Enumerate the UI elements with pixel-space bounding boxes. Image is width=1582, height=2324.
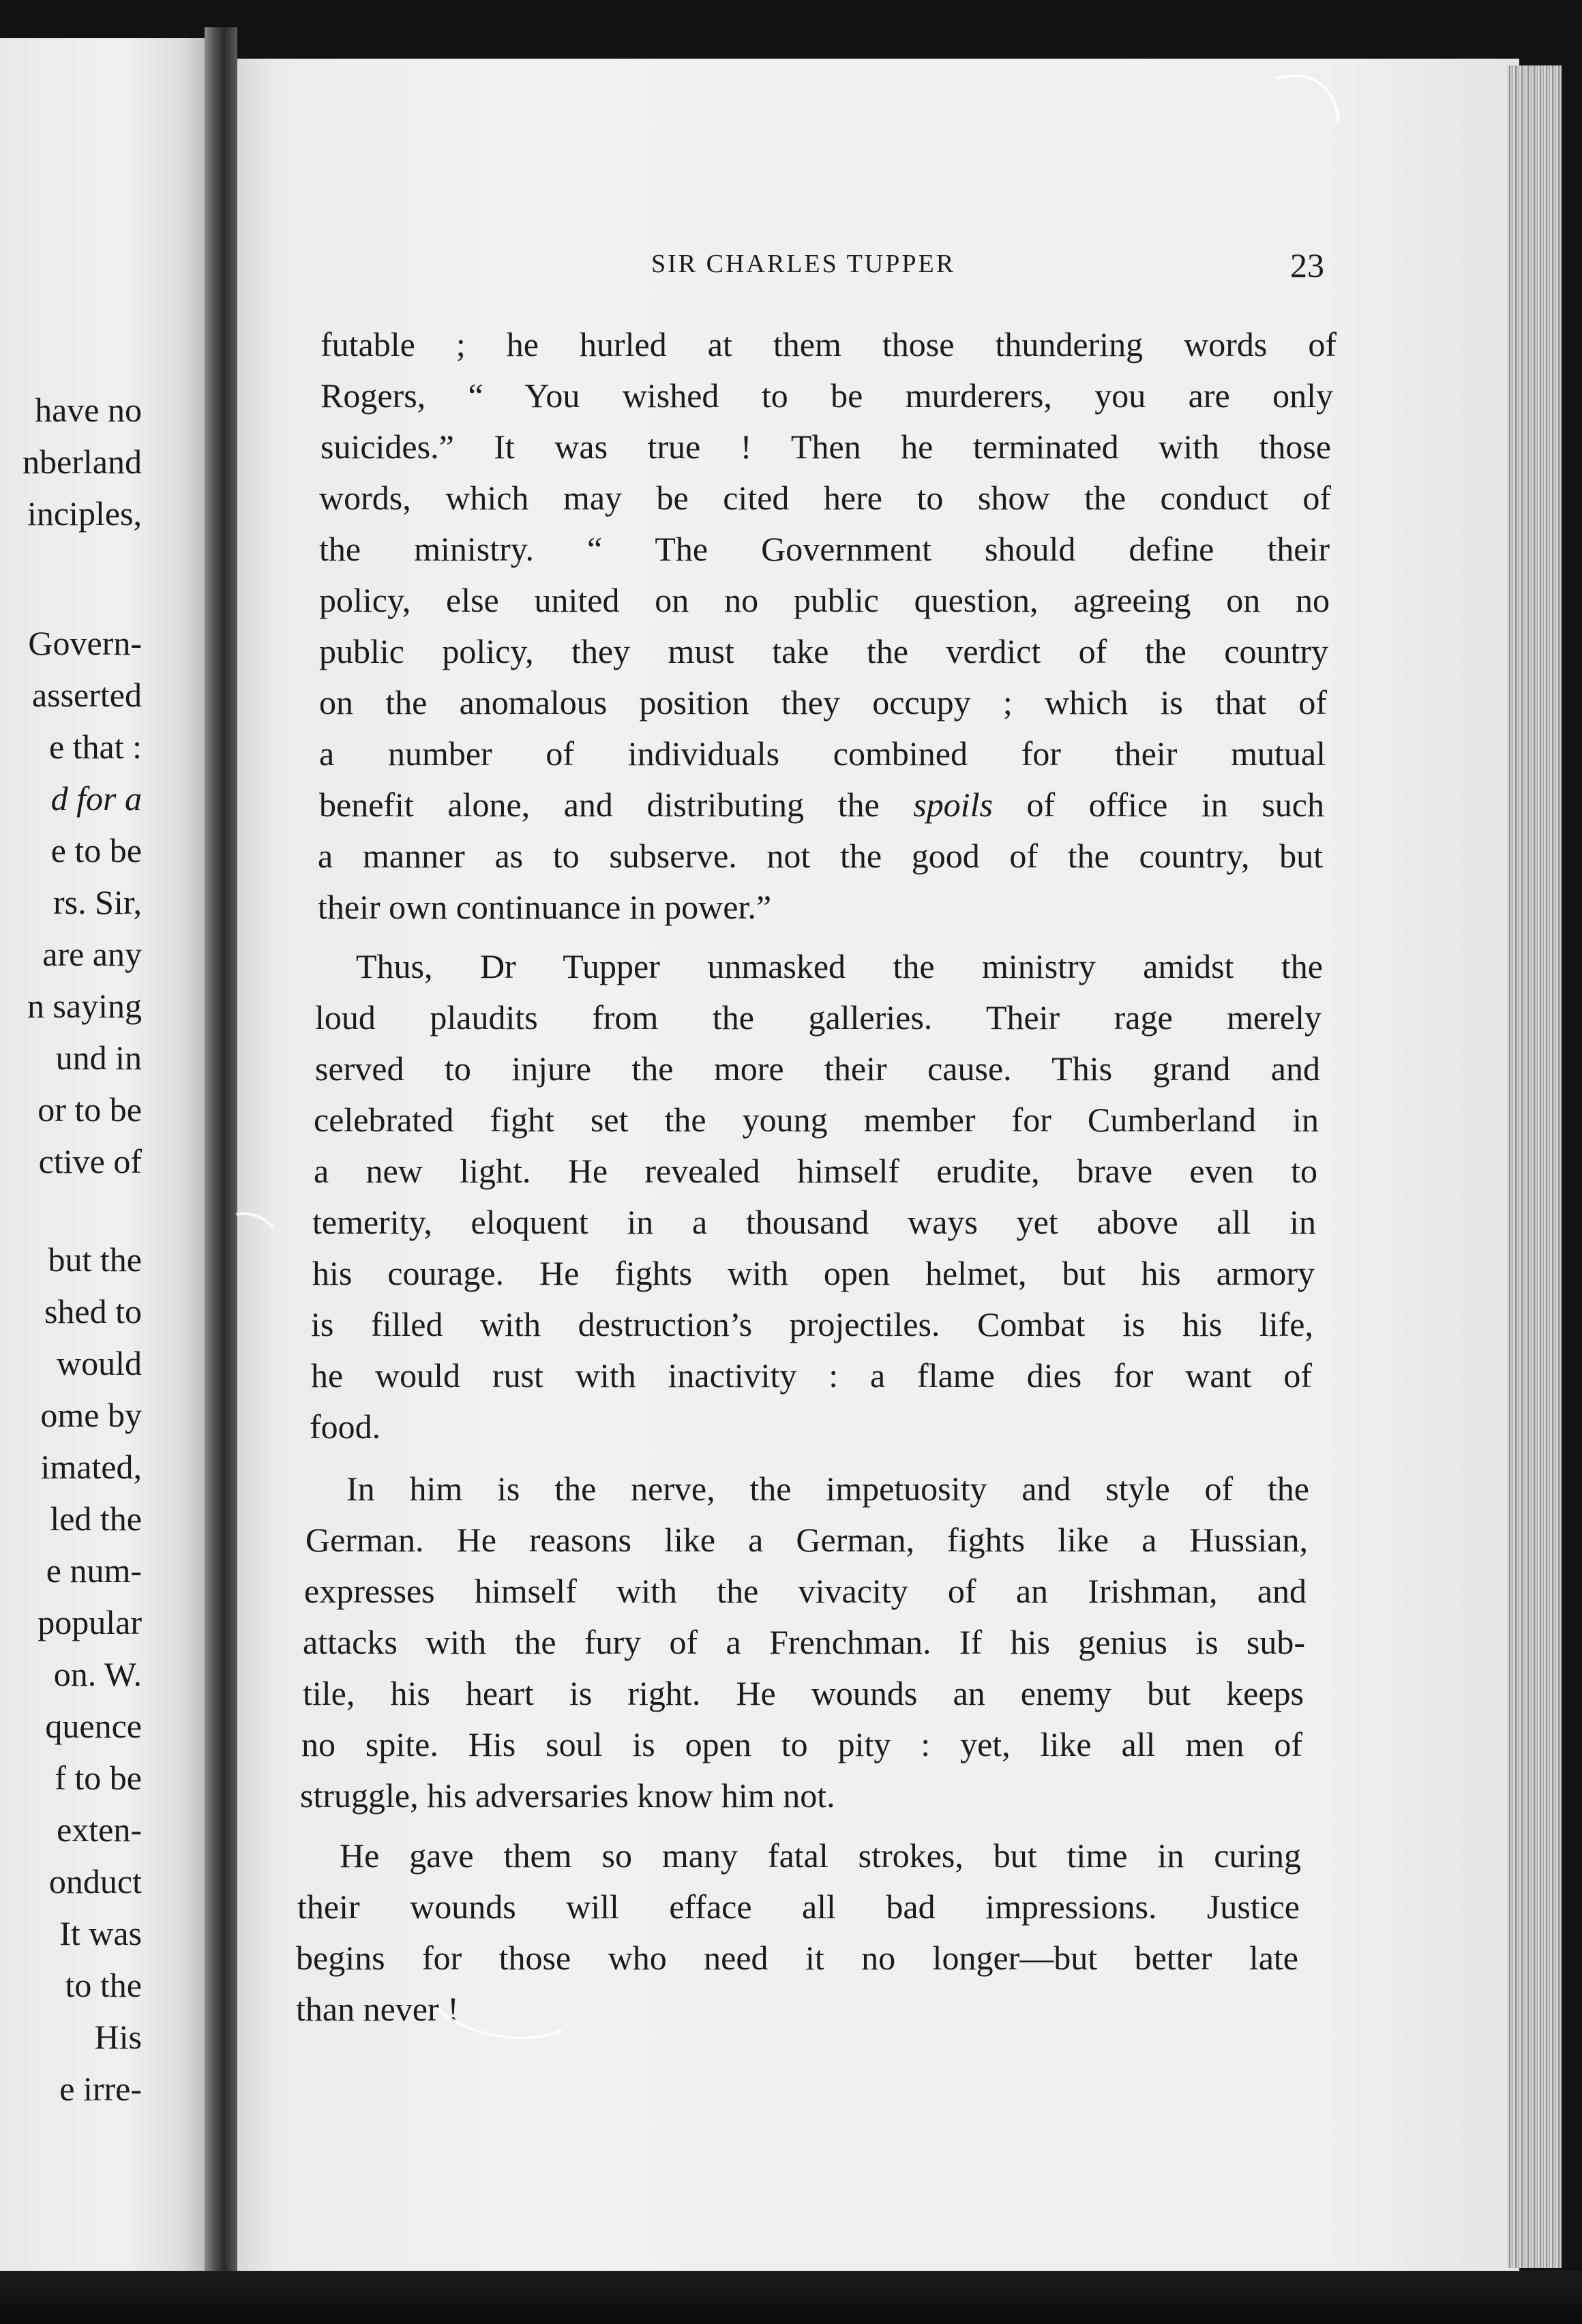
left-page-line: e irre- (59, 2070, 142, 2108)
body-line: public policy, they must take the verdict of the country (319, 632, 1328, 670)
left-page-line: e num- (46, 1551, 142, 1590)
left-page-line: are any (42, 935, 142, 973)
italic-word: spoils (913, 786, 993, 824)
left-page-line: onduct (48, 1862, 142, 1901)
body-line: attacks with the fury of a Frenchman. If his genius is sub- (303, 1623, 1305, 1661)
body-line: In him is the nerve, the impetuosity and style of the (346, 1470, 1309, 1508)
body-line: celebrated fight set the young member for Cumberland in (314, 1101, 1319, 1139)
body-line: food. (310, 1407, 381, 1446)
left-page-line: His (94, 2018, 142, 2056)
left-page-line: led the (50, 1500, 142, 1538)
body-line: a manner as to subserve. not the good of the country, but (318, 837, 1323, 875)
book-gutter-shadow (205, 27, 237, 2298)
body-line: He gave them so many fatal strokes, but time in curing (340, 1836, 1301, 1875)
body-line: struggle, his adversaries know him not. (300, 1776, 835, 1815)
body-line: expresses himself with the vivacity of an Irishman, and (304, 1572, 1307, 1610)
body-line: his courage. He fights with open helmet, but his armory (312, 1254, 1315, 1292)
left-page-line: popular (38, 1603, 142, 1641)
body-line (319, 788, 1324, 822)
body-text-run: benefit alone, and distributing the (319, 786, 914, 824)
left-page-line: would (57, 1344, 142, 1382)
left-page-line: to the (65, 1966, 142, 2004)
body-line: German. He reasons like a German, fights like a Hussian, (305, 1521, 1308, 1559)
left-page-line: quence (45, 1707, 142, 1745)
body-line: he would rust with inactivity : a flame dies for want of (311, 1356, 1312, 1395)
body-line: begins for those who need it no longer—but better late (296, 1939, 1298, 1977)
body-line: a number of individuals combined for their mutual (319, 734, 1326, 773)
body-line: Thus, Dr Tupper unmasked the ministry amidst the (356, 947, 1323, 985)
body-line: futable ; he hurled at them those thundering words of (320, 325, 1337, 363)
left-page-line: nberland (23, 443, 142, 481)
page-number: 23 (1290, 246, 1324, 284)
left-page-line: asserted (31, 676, 142, 714)
left-page-line: d for a (50, 779, 142, 818)
left-page-line: It was (59, 1914, 142, 1952)
left-page-line: rs. Sir, (53, 883, 142, 921)
body-line: the ministry. “ The Government should define their (319, 530, 1330, 568)
left-page-line: imated, (40, 1448, 142, 1486)
body-line: words, which may be cited here to show the conduct of (319, 479, 1331, 517)
body-line: suicides.” It was true ! Then he terminated with those (320, 428, 1331, 466)
page-edge-stack (1507, 65, 1562, 2268)
body-line: Rogers, “ You wished to be murderers, you are only (320, 376, 1333, 415)
book-bottom-edge (0, 2271, 1582, 2324)
left-page-line: exten- (57, 1811, 142, 1849)
body-line: policy, else united on no public question, agreeing on no (319, 581, 1330, 619)
body-line: served to injure the more their cause. This grand and (315, 1049, 1320, 1088)
body-text-run: of office in such (992, 786, 1325, 824)
body-line: on the anomalous position they occupy ; which is that of (319, 683, 1327, 721)
running-head: SIR CHARLES TUPPER (651, 250, 956, 278)
left-page-line: Govern- (28, 624, 142, 662)
left-page-line: have no (35, 391, 142, 429)
body-line: no spite. His soul is open to pity : yet, like all men of (301, 1725, 1302, 1763)
left-page-line: e to be (50, 831, 142, 869)
body-line: loud plaudits from the galleries. Their rage merely (315, 998, 1322, 1037)
left-page-line: inciples, (27, 494, 142, 533)
left-page-line: but the (48, 1240, 142, 1279)
left-page-line: or to be (38, 1090, 142, 1129)
left-page-line: ctive of (38, 1142, 142, 1180)
body-line: their own continuance in power.” (318, 888, 772, 926)
left-page-line: n saying (27, 987, 142, 1025)
left-page-line: ome by (40, 1396, 142, 1434)
body-line: temerity, eloquent in a thousand ways yet above all in (312, 1203, 1316, 1241)
left-page-line: on. W. (53, 1655, 142, 1693)
left-page-line: f to be (55, 1759, 142, 1797)
body-line: is filled with destruction’s projectiles. Combat is his life, (311, 1305, 1313, 1343)
left-page-line: und in (55, 1039, 142, 1077)
left-page-line: e that : (48, 728, 142, 766)
body-line: a new light. He revealed himself erudite, brave even to (314, 1152, 1317, 1190)
body-line: than never ! (296, 1990, 459, 2028)
left-page-line: shed to (44, 1292, 142, 1330)
body-line: tile, his heart is right. He wounds an enemy but keeps (303, 1674, 1304, 1712)
body-line: their wounds will efface all bad impressions. Justice (297, 1888, 1300, 1926)
facing-page-left (0, 38, 205, 2289)
